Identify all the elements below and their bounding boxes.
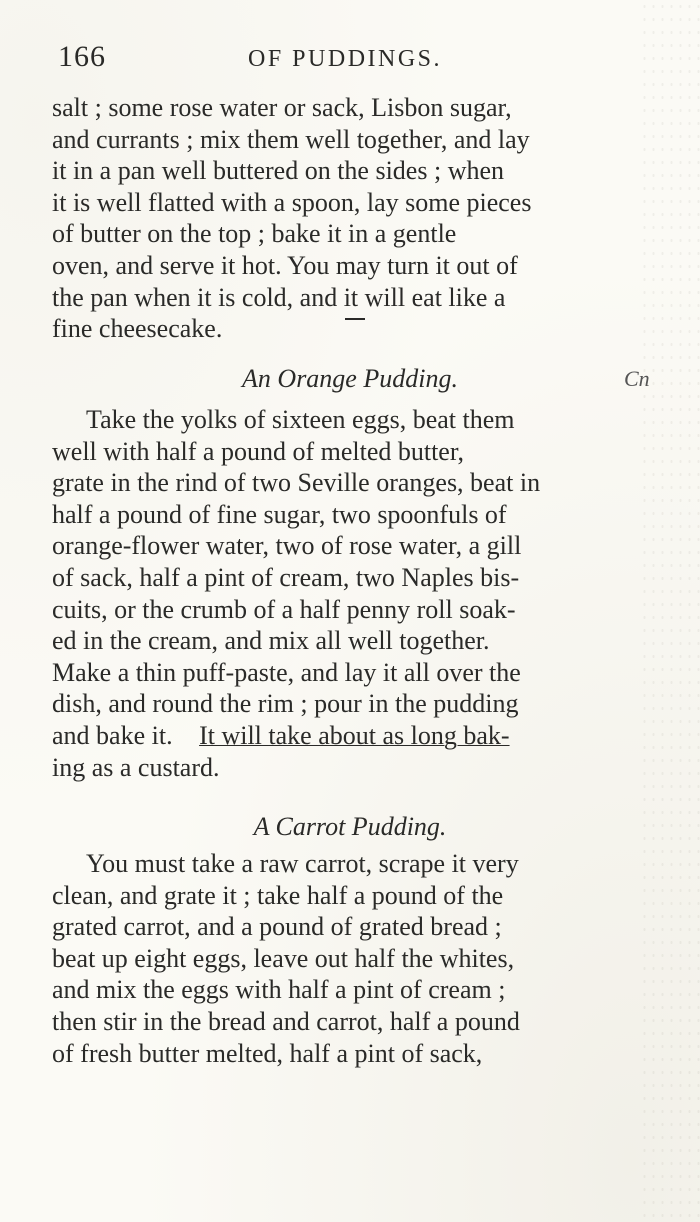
text-line: then stir in the bread and carrot, half a pound [52,1006,520,1036]
text-line: cuits, or the crumb of a half penny roll soak- [52,594,516,624]
text-fragment: and bake it. [52,720,173,750]
text-line: You must take a raw carrot, scrape it very [86,849,519,878]
text-line: grate in the rind of two Seville oranges, beat in [52,468,541,498]
text-line: beat up eight eggs, leave out half the whites, [52,943,515,973]
continuation-paragraph [52,92,652,345]
text-line: ing as a custard. [52,752,220,782]
text-line: of fresh butter melted, half a pint of sack, [52,1038,483,1068]
text-line: dish, and round the rim ; pour in the pudding [52,689,519,719]
text-line: Make a thin puff-paste, and lay it all over the [52,657,521,687]
text-line: it is well flatted with a spoon, lay some pieces [52,187,532,217]
text-line: and currants ; mix them well together, and lay [52,124,530,154]
text-line: salt ; some rose water or sack, Lisbon sugar, [52,93,512,122]
running-title: OF PUDDINGS. [248,46,443,72]
text-line: and mix the eggs with half a pint of cream ; [52,975,506,1005]
text-line: the pan when it is cold, and it will eat like a [52,282,506,312]
text-line [52,720,652,752]
heading-orange-pudding: An Orange Pudding. [242,364,458,393]
text-line: orange-flower water, two of rose water, a gill [52,531,522,561]
page-number: 166 [58,40,106,73]
page-header [58,40,648,76]
text-line: grated carrot, and a pound of grated bread ; [52,912,502,942]
ornament-dash [345,318,365,320]
text-line: it in a pan well buttered on the sides ; when [52,156,505,186]
struck-text: It will take about as long bak- [199,720,510,750]
orange-pudding-paragraph [52,404,652,783]
text-line: ed in the cream, and mix all well together. [52,626,490,656]
margin-note: Cn [624,366,650,391]
text-line: well with half a pound of melted butter, [52,436,464,466]
carrot-pudding-paragraph [52,848,652,1069]
heading-carrot-pudding: A Carrot Pudding. [253,812,447,841]
text-line: of sack, half a pint of cream, two Naples bis- [52,562,520,592]
text-line: half a pound of fine sugar, two spoonfuls of [52,499,507,529]
text-line: oven, and serve it hot. You may turn it out of [52,250,518,280]
text-line: Take the yolks of sixteen eggs, beat them [86,405,515,434]
text-line: fine cheesecake. [52,314,223,344]
text-line: of butter on the top ; bake it in a gentle [52,219,457,249]
text-line: clean, and grate it ; take half a pound of the [52,880,504,910]
